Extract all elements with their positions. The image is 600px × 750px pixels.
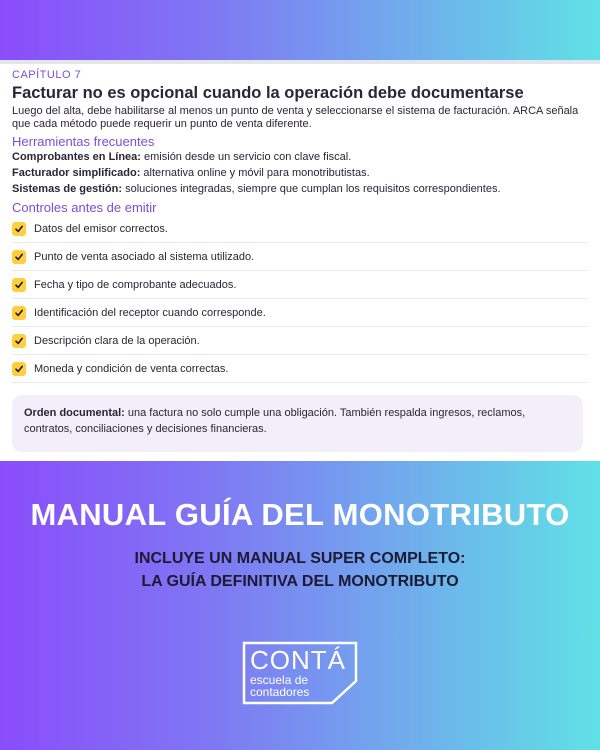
top-gradient-band [0, 0, 600, 60]
check-icon [12, 306, 26, 320]
checklist-item-label: Descripción clara de la operación. [34, 334, 200, 347]
tool-item [12, 149, 588, 165]
tool-text: alternativa online y móvil para monotributistas. [140, 167, 370, 179]
checklist-item [12, 355, 588, 383]
checklist-item [12, 215, 588, 243]
checklist-item-label: Identificación del receptor cuando corresponde. [34, 306, 266, 319]
logo-tagline [250, 674, 309, 698]
promo-banner [0, 461, 600, 750]
tool-label: Comprobantes en Línea: [12, 151, 141, 163]
tools-heading: Herramientas frecuentes [12, 134, 155, 149]
tool-label: Sistemas de gestión: [12, 183, 123, 195]
check-icon [12, 362, 26, 376]
logo-name: CONTÁ [250, 645, 346, 675]
tool-text: emisión desde un servicio con clave fiscal. [140, 151, 352, 163]
banner-subtitle [0, 547, 600, 593]
check-icon [12, 222, 26, 236]
logo-tagline-line: contadores [250, 685, 310, 699]
tool-item [12, 165, 588, 181]
controls-checklist [12, 215, 588, 383]
checklist-item-label: Fecha y tipo de comprobante adecuados. [34, 278, 237, 291]
brand-logo [242, 641, 358, 705]
logo-tagline-line: escuela de [250, 673, 309, 687]
chapter-label: CAPÍTULO 7 [12, 69, 82, 81]
checklist-item [12, 243, 588, 271]
check-icon [12, 250, 26, 264]
note-text: una factura no solo cumple una obligación. También respalda ingresos, reclamos, contratos, conciliaciones y decisiones financieras. [24, 407, 526, 435]
checklist-item [12, 299, 588, 327]
tool-label: Facturador simplificado: [12, 167, 141, 179]
checklist-item [12, 271, 588, 299]
banner-subtitle-line: INCLUYE UN MANUAL SUPER COMPLETO: [134, 550, 466, 567]
banner-subtitle-line: LA GUÍA DEFINITIVA DEL MONOTRIBUTO [141, 573, 459, 590]
banner-title: MANUAL GUÍA DEL MONOTRIBUTO [30, 497, 570, 532]
note-label: Orden documental: [24, 407, 125, 419]
document-page [0, 64, 600, 461]
checklist-item-label: Moneda y condición de venta correctas. [34, 362, 229, 375]
tool-text: soluciones integradas, siempre que cumplan los requisitos correspondientes. [122, 183, 501, 195]
page-title: Facturar no es opcional cuando la operación debe documentarse [12, 84, 524, 102]
intro-paragraph: Luego del alta, debe habilitarse al menos un punto de venta y seleccionarse el sistema de facturación. ARCA señala que cada método puede requerir un punto de venta diferente. [12, 105, 579, 130]
controls-heading: Controles antes de emitir [12, 200, 157, 215]
check-icon [12, 278, 26, 292]
checklist-item [12, 327, 588, 355]
checklist-item-label: Punto de venta asociado al sistema utilizado. [34, 250, 255, 263]
note-box [12, 395, 583, 452]
tool-item [12, 181, 588, 197]
check-icon [12, 334, 26, 348]
checklist-item-label: Datos del emisor correctos. [34, 222, 168, 235]
